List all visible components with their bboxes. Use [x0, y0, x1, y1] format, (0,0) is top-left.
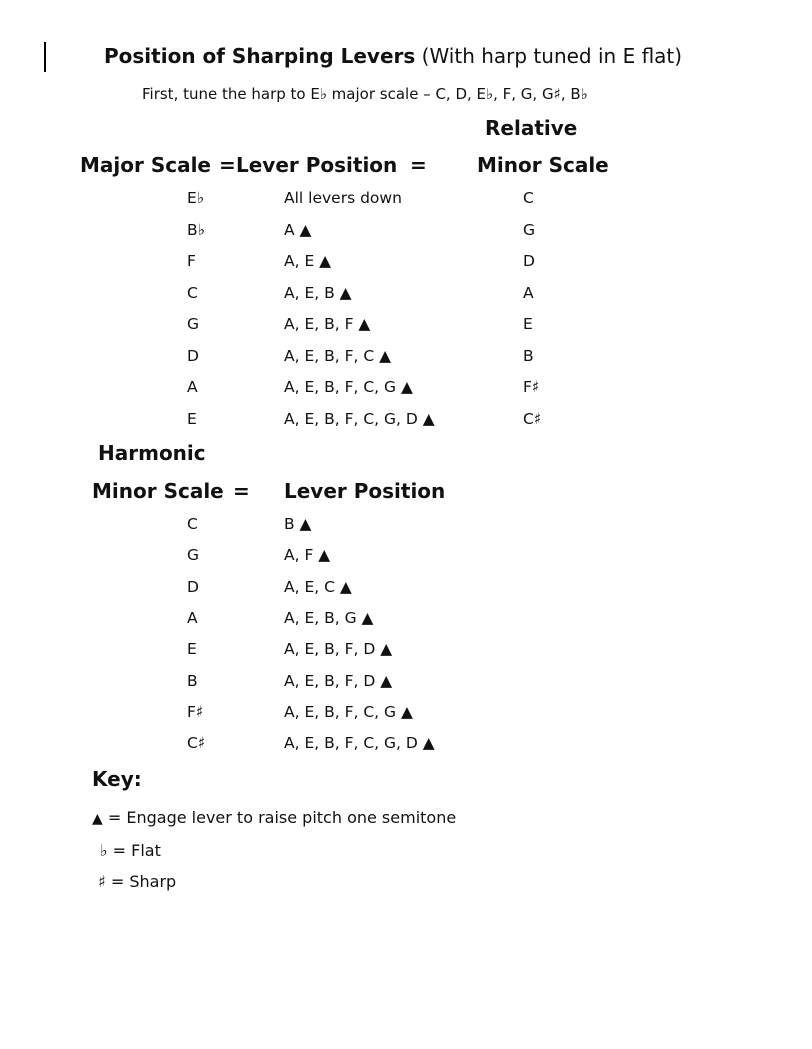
major-scale-cell: F — [187, 252, 196, 270]
lever-position-cell: A, E, B ▲ — [284, 283, 352, 302]
relative-minor-cell: E — [523, 315, 533, 333]
harmonic-lever-position-cell: A, E, B, F, C, G, D ▲ — [284, 734, 435, 753]
harmonic-minor-cell: E — [187, 640, 197, 659]
header-minor-scale: Minor Scale — [477, 153, 609, 177]
major-scale-cell: D — [187, 346, 199, 365]
title-bold: Position of Sharping Levers — [104, 44, 416, 68]
triangle-up-icon: ▲ — [92, 811, 103, 827]
header-harmonic-lever-position: Lever Position — [284, 479, 446, 503]
key-item-sharp — [98, 872, 176, 891]
major-scale-cell: E♭ — [187, 189, 205, 207]
header-equals-1: = — [219, 153, 236, 177]
harmonic-minor-cell: F♯ — [187, 702, 204, 721]
lever-position-cell: A, E, B, F ▲ — [284, 315, 371, 333]
harmonic-lever-position-cell: A, E, B, F, D ▲ — [284, 671, 393, 690]
title-normal: (With harp tuned in E flat) — [421, 44, 683, 68]
harmonic-lever-position-cell: B ▲ — [284, 515, 312, 533]
header-harmonic: Harmonic — [98, 441, 206, 465]
harmonic-lever-position-cell: A, E, B, F, D ▲ — [284, 640, 393, 659]
harmonic-minor-cell: C♯ — [187, 734, 206, 753]
sharp-icon: ♯ — [98, 872, 106, 891]
relative-minor-cell: G — [523, 220, 536, 239]
lever-position-cell: All levers down — [284, 189, 402, 207]
key-item-text: = Flat — [112, 841, 161, 860]
lever-position-cell: A ▲ — [284, 220, 312, 239]
lever-position-cell: A, E, B, F, C, G ▲ — [284, 378, 413, 396]
page-title — [104, 44, 682, 68]
relative-minor-cell: D — [523, 252, 535, 270]
harmonic-minor-cell: C — [187, 515, 198, 533]
major-scale-cell: B♭ — [187, 220, 205, 239]
relative-minor-cell: C — [523, 189, 534, 207]
key-title: Key: — [92, 767, 142, 791]
header-equals-2: = — [410, 153, 427, 177]
key-item-text: = Engage lever to raise pitch one semitone — [107, 808, 457, 827]
relative-minor-cell: A — [523, 283, 534, 302]
harmonic-lever-position-cell: A, E, B, F, C, G ▲ — [284, 702, 413, 721]
major-scale-cell: G — [187, 315, 200, 333]
harmonic-lever-position-cell: A, F ▲ — [284, 546, 331, 565]
relative-minor-cell: C♯ — [523, 409, 542, 428]
flat-icon: ♭ — [100, 841, 108, 860]
harmonic-minor-cell: B — [187, 671, 198, 690]
lever-position-cell: A, E, B, F, C, G, D ▲ — [284, 409, 435, 428]
harmonic-minor-cell: A — [187, 608, 198, 627]
harmonic-lever-position-cell: A, E, C ▲ — [284, 577, 352, 596]
key-item-text: = Sharp — [110, 872, 177, 891]
lever-position-cell: A, E, B, F, C ▲ — [284, 346, 392, 365]
key-item-flat — [100, 841, 161, 860]
header-major-scale: Major Scale — [80, 153, 211, 177]
header-harmonic-minor-scale: Minor Scale — [92, 479, 224, 503]
relative-minor-cell: F♯ — [523, 378, 540, 396]
text-cursor — [44, 42, 46, 72]
harmonic-minor-cell: D — [187, 577, 199, 596]
key-item-lever — [92, 808, 456, 827]
major-scale-cell: A — [187, 378, 198, 396]
major-scale-cell: E — [187, 409, 197, 428]
header-harmonic-equals: = — [233, 479, 250, 503]
header-relative: Relative — [485, 116, 578, 140]
harmonic-minor-cell: G — [187, 546, 200, 565]
relative-minor-cell: B — [523, 346, 534, 365]
lever-position-cell: A, E ▲ — [284, 252, 332, 270]
harmonic-lever-position-cell: A, E, B, G ▲ — [284, 608, 374, 627]
subtitle: First, tune the harp to E♭ major scale – C, D, E♭, F, G, G♯, B♭ — [142, 85, 588, 103]
header-lever-position: Lever Position — [236, 153, 398, 177]
major-scale-cell: C — [187, 283, 198, 302]
